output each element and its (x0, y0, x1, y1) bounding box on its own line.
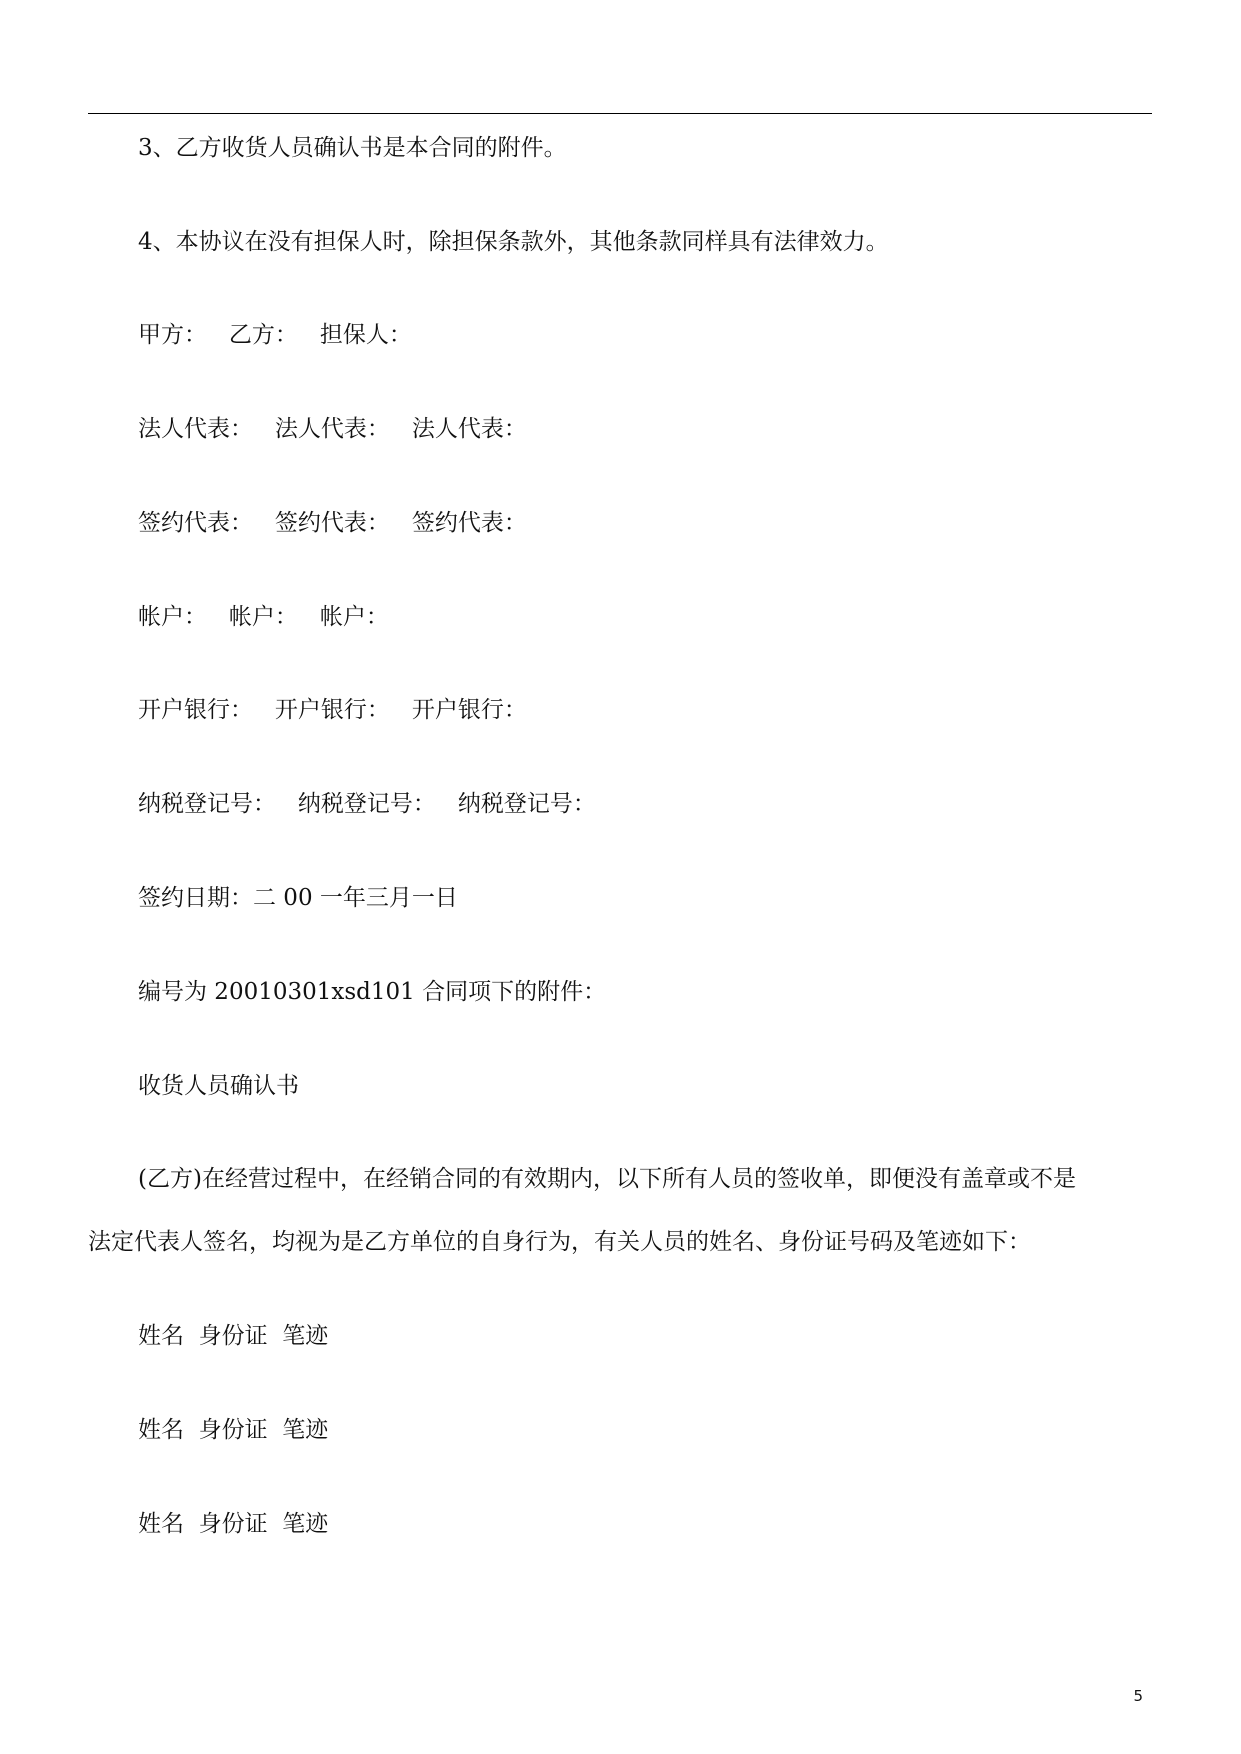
clause-4: 4、本协议在没有担保人时，除担保条款外，其他条款同样具有法律效力。 (138, 229, 889, 255)
signature-signing-representatives: 签约代表： 签约代表： 签约代表： (138, 510, 527, 536)
signature-accounts: 帐户： 帐户： 帐户： (138, 604, 389, 630)
signature-tax-registration-numbers: 纳税登记号： 纳税登记号： 纳税登记号： (138, 791, 596, 817)
clause-3: 3、乙方收货人员确认书是本合同的附件。 (138, 135, 567, 161)
page-number: 5 (1133, 1687, 1143, 1705)
table-row: 姓名 身份证 笔迹 (138, 1511, 329, 1537)
header-rule (88, 113, 1152, 114)
annex-body-line-1: (乙方)在经营过程中，在经销合同的有效期内，以下所有人员的签收单，即便没有盖章或不是 (138, 1166, 1076, 1192)
annex-title: 收货人员确认书 (138, 1073, 299, 1099)
table-row: 姓名 身份证 笔迹 (138, 1323, 329, 1349)
signing-date: 签约日期：二 00 一年三月一日 (138, 885, 458, 911)
annex-reference: 编号为 20010301xsd101 合同项下的附件： (138, 979, 607, 1005)
annex-body-line-2: 法定代表人签名，均视为是乙方单位的自身行为，有关人员的姓名、身份证号码及笔迹如下： (88, 1229, 1031, 1255)
table-row: 姓名 身份证 笔迹 (138, 1417, 329, 1443)
signature-opening-banks: 开户银行： 开户银行： 开户银行： (138, 697, 527, 723)
signature-legal-representatives: 法人代表： 法人代表： 法人代表： (138, 416, 527, 442)
signature-parties: 甲方： 乙方： 担保人： (138, 322, 412, 348)
